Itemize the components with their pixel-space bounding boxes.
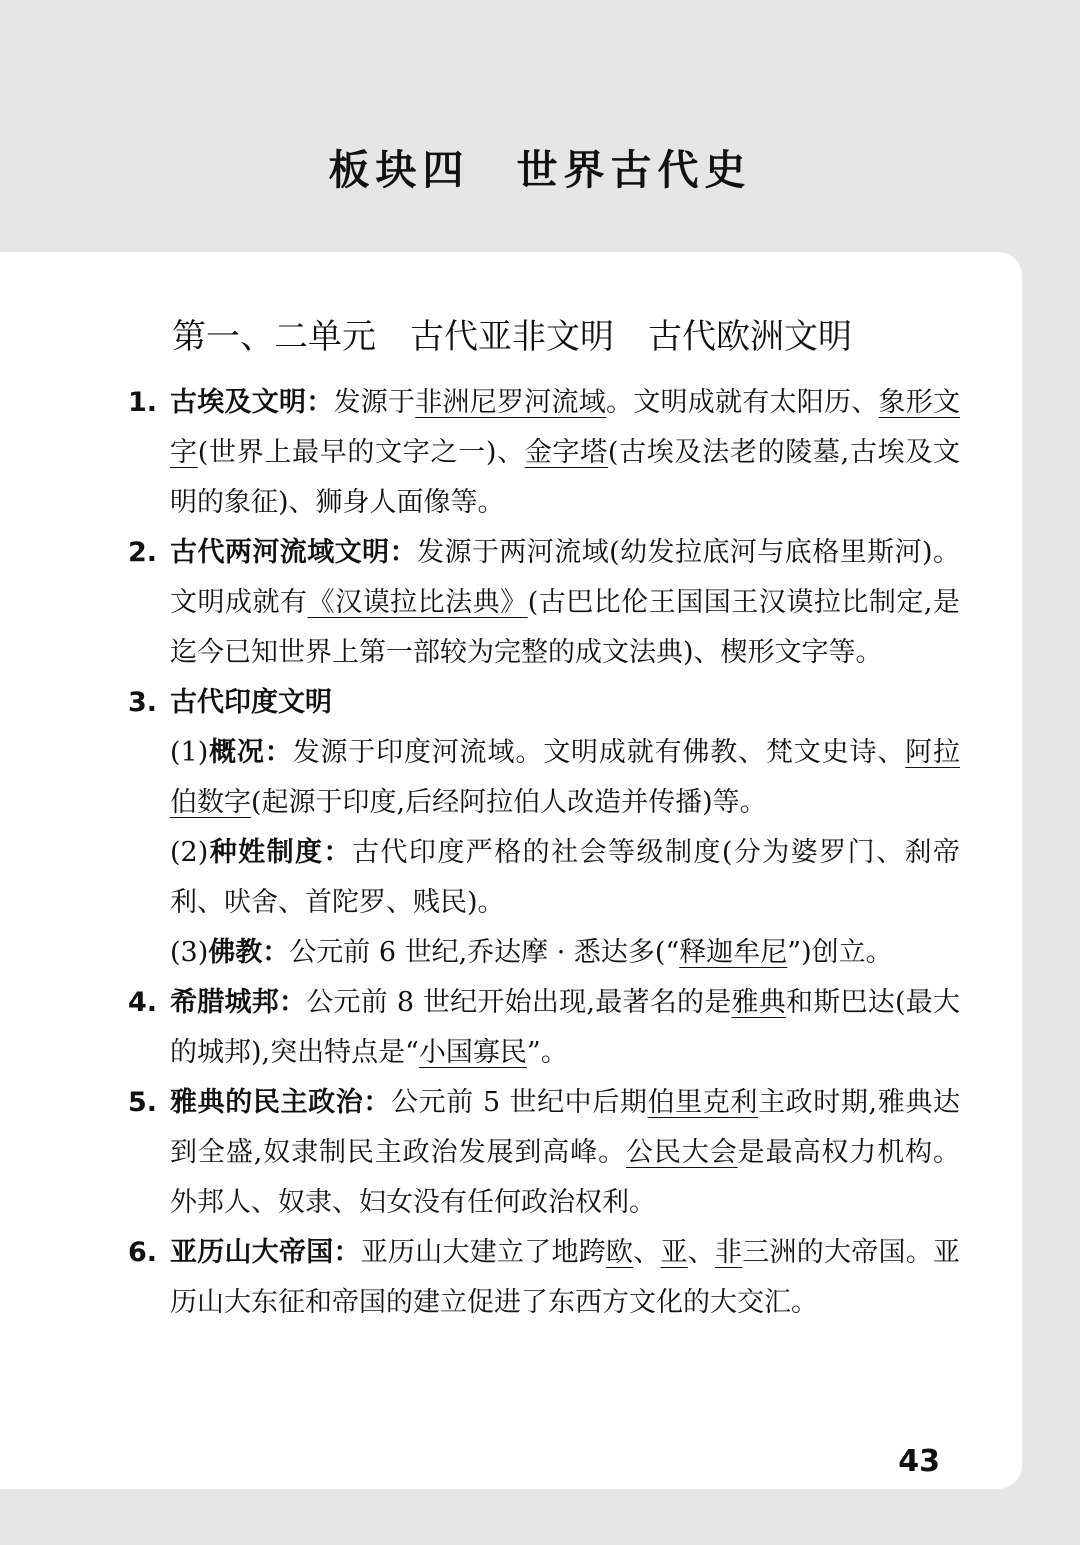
key-term: 小国寡民 [418, 1037, 527, 1068]
body-text: (3) [170, 937, 209, 968]
key-term: 非洲尼罗河流域 [415, 387, 606, 418]
key-term: 亚 [660, 1237, 688, 1268]
item-number: 2. [128, 537, 158, 568]
key-term: 《汉谟拉比法典》 [307, 587, 528, 618]
body-text: 公元前 5 世纪中后期 [390, 1087, 648, 1118]
list-item [0, 1078, 1080, 1228]
key-term: 非 [715, 1237, 743, 1268]
item-number: 3. [128, 687, 158, 718]
body-text: 三洲的大帝国。亚历山大东征和帝国的建立促进了东西方文化的大交汇。 [170, 1237, 960, 1318]
item-number: 1. [128, 387, 158, 418]
body-text: (起源于印度,后经阿拉伯人改造并传播)等。 [251, 787, 767, 818]
term-label: 雅典的民主政治： [170, 1087, 391, 1118]
key-term: 欧 [606, 1237, 634, 1268]
item-paragraph [170, 378, 960, 528]
key-term: 阿拉伯数字 [170, 737, 961, 818]
knowledge-list [0, 378, 1080, 1328]
term-label: 佛教： [208, 937, 290, 968]
item-paragraph [170, 828, 960, 928]
key-term: 释迦牟尼 [679, 937, 788, 968]
header-band [0, 0, 1080, 252]
section-title: 板块四 世界古代史 [328, 146, 752, 194]
body-text: (古巴比伦王国国王汉谟拉比制定,是迄今已知世界上第一部较为完整的成文法典)、楔形文字等。 [170, 587, 961, 668]
item-paragraph [170, 1078, 960, 1228]
item-paragraph [170, 928, 960, 978]
body-text: 是最高权力机构。外邦人、奴隶、妇女没有任何政治权利。 [170, 1137, 961, 1218]
body-text: 主政时期,雅典达到全盛,奴隶制民主政治发展到高峰。 [170, 1087, 961, 1168]
list-item [0, 1228, 1080, 1328]
term-label: 古代印度文明 [170, 687, 332, 718]
term-label: 希腊城邦： [170, 987, 307, 1018]
key-term: 金字塔 [524, 437, 608, 468]
term-label: 概况： [208, 737, 293, 768]
term-label: 古埃及文明： [170, 387, 334, 418]
term-label: 种姓制度： [208, 837, 352, 868]
body-text: 古代印度严格的社会等级制度(分为婆罗门、刹帝利、吠舍、首陀罗、贱民)。 [170, 837, 960, 918]
body-text: (世界上最早的文字之一)、 [197, 437, 525, 468]
unit-title: 第一、二单元 古代亚非文明 古代欧洲文明 [172, 317, 852, 357]
body-text: (古埃及法老的陵墓,古埃及文明的象征)、狮身人面像等。 [170, 437, 961, 518]
key-term: 雅典 [731, 987, 786, 1018]
body-text: ”)创立。 [787, 937, 893, 968]
item-paragraph [170, 528, 960, 678]
body-text: (2) [170, 837, 209, 868]
body-text: (1) [170, 737, 209, 768]
body-text: 发源于 [333, 387, 416, 418]
list-item [0, 978, 1080, 1078]
key-term: 公民大会 [626, 1137, 738, 1168]
body-text: ”。 [526, 1037, 568, 1068]
list-item [0, 528, 1080, 678]
item-paragraph [170, 728, 960, 828]
item-number: 5. [128, 1087, 158, 1118]
list-item [0, 378, 1080, 528]
body-text: 亚历山大建立了地跨 [360, 1237, 606, 1268]
key-term: 伯里克利 [647, 1087, 759, 1118]
body-text: 公元前 8 世纪开始出现,最著名的是 [306, 987, 732, 1018]
body-text: 、 [633, 1237, 661, 1268]
key-term: 象形文字 [170, 387, 960, 468]
page-number: 43 [898, 1444, 940, 1479]
item-paragraph [170, 978, 960, 1078]
body-text: 公元前 6 世纪,乔达摩 · 悉达多(“ [289, 937, 680, 968]
item-number: 4. [128, 987, 158, 1018]
list-item [0, 678, 1080, 978]
body-text: 。文明成就有太阳历、 [606, 387, 879, 418]
body-text: 发源于两河流域(幼发拉底河与底格里斯河)。文明成就有 [170, 537, 960, 618]
item-paragraph [170, 1228, 960, 1328]
item-number: 6. [128, 1237, 158, 1268]
term-label: 古代两河流域文明： [170, 537, 418, 568]
term-label: 亚历山大帝国： [170, 1237, 361, 1268]
body-text: 发源于印度河流域。文明成就有佛教、梵文史诗、 [292, 737, 906, 768]
body-text: 和斯巴达(最大的城邦),突出特点是“ [170, 987, 961, 1068]
body-text: 、 [687, 1237, 715, 1268]
item-paragraph [170, 678, 960, 728]
